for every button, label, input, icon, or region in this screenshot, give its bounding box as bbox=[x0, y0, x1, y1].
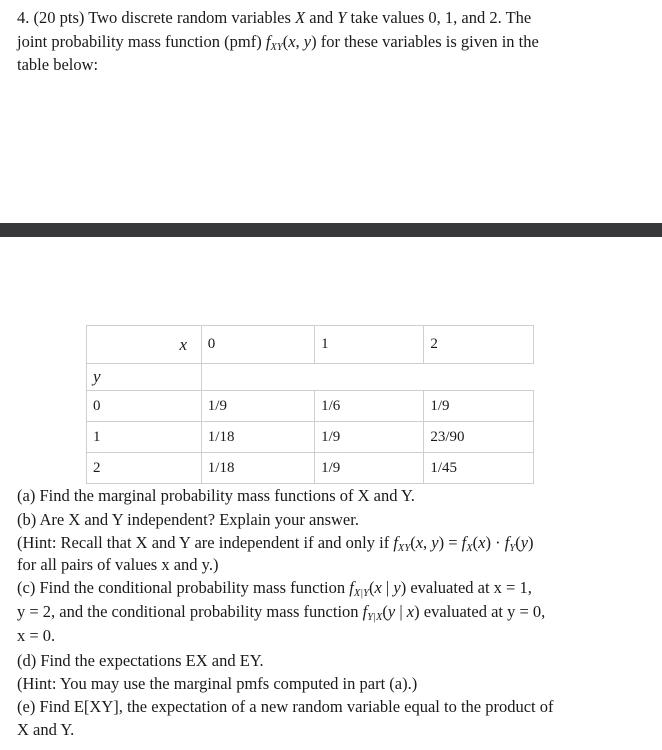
problem-intro-line-1: 4. (20 pts) Two discrete random variables X and Y take values 0, 1, and 2. The bbox=[17, 8, 532, 27]
part-b: (b) Are X and Y independent? Explain your answer. bbox=[17, 510, 359, 529]
y-value-1: 1 bbox=[87, 422, 202, 453]
part-c-line-1: (c) Find the conditional probability mass function fX|Y(x | y) evaluated at x = 1, bbox=[17, 578, 532, 599]
part-d-hint: (Hint: You may use the marginal pmfs computed in part (a).) bbox=[17, 674, 418, 693]
part-b-hint-2: for all pairs of values x and y.) bbox=[17, 555, 219, 574]
part-d: (d) Find the expectations EX and EY. bbox=[17, 651, 264, 670]
problem-intro-line-2: joint probability mass function (pmf) fXY(x, y) for these variables is given in the bbox=[17, 32, 539, 53]
y-label-cell: y bbox=[87, 364, 202, 391]
pmf-cell: 1/9 bbox=[315, 422, 424, 453]
part-a: (a) Find the marginal probability mass functions of X and Y. bbox=[17, 486, 415, 505]
x-value-1: 1 bbox=[315, 326, 424, 364]
x-value-0: 0 bbox=[201, 326, 314, 364]
pmf-cell: 1/18 bbox=[201, 453, 314, 484]
part-c-line-3: x = 0. bbox=[17, 626, 56, 645]
pmf-cell: 1/6 bbox=[315, 391, 424, 422]
pmf-cell: 1/9 bbox=[424, 391, 534, 422]
pmf-table bbox=[86, 325, 534, 484]
part-b-hint-1: (Hint: Recall that X and Y are independent if and only if fXY(x, y) = fX(x) · fY(y) bbox=[17, 533, 534, 554]
problem-intro-line-3: table below: bbox=[17, 55, 99, 74]
pmf-cell: 1/9 bbox=[201, 391, 314, 422]
pmf-cell: 23/90 bbox=[424, 422, 534, 453]
part-c-line-2: y = 2, and the conditional probability mass function fY|X(y | x) evaluated at y = 0, bbox=[17, 602, 546, 623]
pmf-cell: 1/18 bbox=[201, 422, 314, 453]
part-e-line-1: (e) Find E[XY], the expectation of a new random variable equal to the product of bbox=[17, 697, 554, 716]
y-label-row bbox=[87, 364, 534, 391]
pmf-cell: 1/9 bbox=[315, 453, 424, 484]
table-row bbox=[87, 453, 534, 484]
y-value-0: 0 bbox=[87, 391, 202, 422]
x-value-2: 2 bbox=[424, 326, 534, 364]
pmf-cell: 1/45 bbox=[424, 453, 534, 484]
part-e-line-2: X and Y. bbox=[17, 720, 75, 739]
divider-bar bbox=[0, 223, 662, 237]
table-header-row bbox=[87, 326, 534, 364]
x-label-cell: x bbox=[87, 326, 202, 364]
y-value-2: 2 bbox=[87, 453, 202, 484]
table-row bbox=[87, 422, 534, 453]
table-row bbox=[87, 391, 534, 422]
